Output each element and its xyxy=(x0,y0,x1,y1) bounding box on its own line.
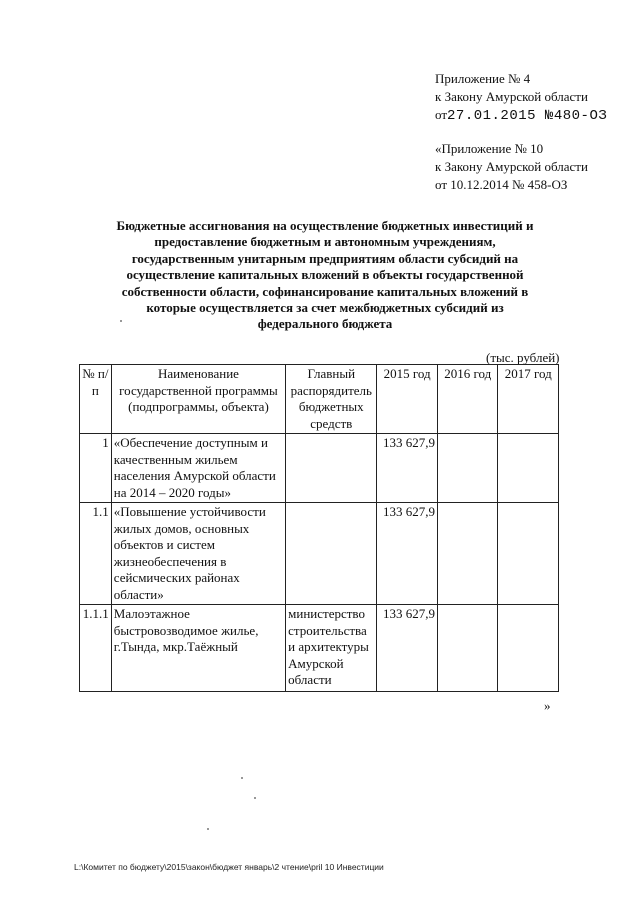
appendix-2-line3: от 10.12.2014 № 458-ОЗ xyxy=(435,177,568,192)
row-name: Малоэтажное быстровозводимое жилье, г.Тында, мкр.Таёжный xyxy=(111,605,285,692)
row-org xyxy=(286,503,377,605)
header-name: Наименование государственной программы (подпрограммы, объекта) xyxy=(111,365,285,434)
row-org: министерство строительства и архитектуры Амурской области xyxy=(286,605,377,692)
appendix-2-line2: к Закону Амурской области xyxy=(435,159,588,174)
units-label: (тыс. рублей) xyxy=(486,350,560,365)
row-2016 xyxy=(437,605,498,692)
appendix-1-date-prefix: от xyxy=(435,107,448,122)
appendix-1-line1: Приложение № 4 xyxy=(435,71,531,86)
appendix-2-header xyxy=(435,140,588,194)
row-num: 1.1.1 xyxy=(80,605,112,692)
row-2017 xyxy=(498,434,559,503)
scan-speck xyxy=(207,828,209,830)
row-num: 1 xyxy=(80,434,112,503)
row-2017 xyxy=(498,503,559,605)
appendix-1-line2: к Закону Амурской области xyxy=(435,89,588,104)
header-2015: 2015 год xyxy=(377,365,438,434)
budget-table xyxy=(79,364,559,692)
table-header-row xyxy=(80,365,559,434)
table-row xyxy=(80,605,559,692)
header-org: Главный распорядитель бюджетных средств xyxy=(286,365,377,434)
closing-quote: » xyxy=(544,698,551,713)
header-num: № п/п xyxy=(80,365,112,434)
appendix-1-date-handwritten: 27.01.2015 №480-ОЗ xyxy=(447,108,608,124)
appendix-1-header xyxy=(435,70,607,125)
appendix-2-line1: «Приложение № 10 xyxy=(435,141,544,156)
row-2015: 133 627,9 xyxy=(377,434,438,503)
table-row xyxy=(80,503,559,605)
row-2015: 133 627,9 xyxy=(377,605,438,692)
row-org xyxy=(286,434,377,503)
row-2017 xyxy=(498,605,559,692)
row-num: 1.1 xyxy=(80,503,112,605)
row-2015: 133 627,9 xyxy=(377,503,438,605)
row-2016 xyxy=(437,434,498,503)
scan-speck xyxy=(241,777,243,779)
row-name: «Повышение устойчивости жилых домов, основных объектов и систем жизнеобеспечения в сейсмических районах области» xyxy=(111,503,285,605)
scan-speck xyxy=(254,797,256,799)
header-2016: 2016 год xyxy=(437,365,498,434)
table-row xyxy=(80,434,559,503)
file-path-footer: L:\Комитет по бюджету\2015\закон\бюджет январь\2 чтение\pril 10 Инвестиции xyxy=(74,862,384,872)
appendix-1-date xyxy=(435,106,607,125)
row-name: «Обеспечение доступным и качественным жильем населения Амурской области на 2014 – 2020 годы» xyxy=(111,434,285,503)
document-title: Бюджетные ассигнования на осуществление бюджетных инвестиций и предоставление бюджетным и автономным учреждениям, государственным унитарным предприятиям области субсидий на осуществление капитальных вложений в объекты государственной собственности области, софинансирование капитальных вложений в которые осуществляется за счет межбюджетных субсидий из федерального бюджета xyxy=(116,218,534,332)
header-2017: 2017 год xyxy=(498,365,559,434)
row-2016 xyxy=(437,503,498,605)
scan-speck xyxy=(120,320,122,322)
